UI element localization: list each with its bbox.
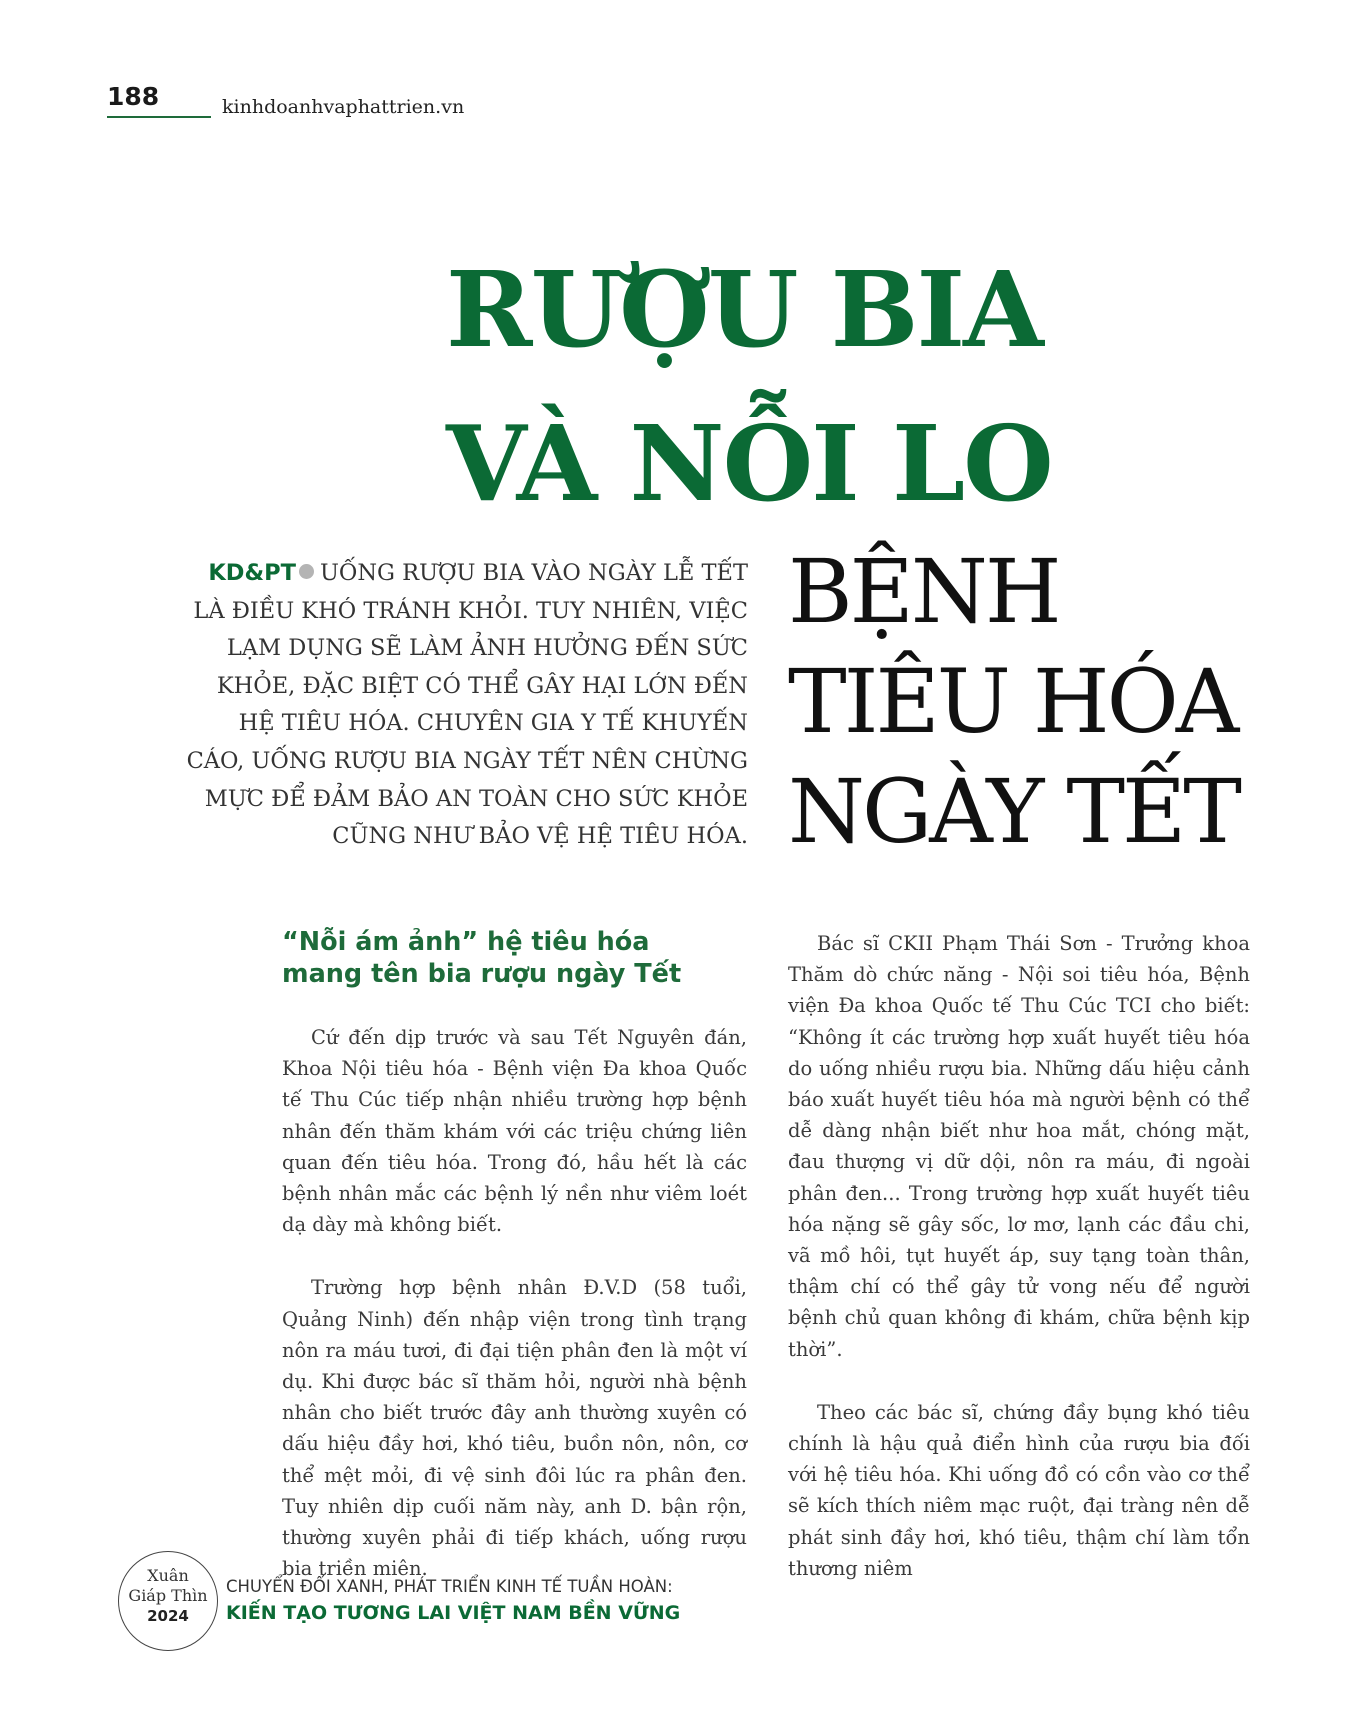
badge-line-1: Xuân — [147, 1566, 189, 1585]
body-paragraph-2: Trường hợp bệnh nhân Đ.V.D (58 tuổi, Quảng Ninh) đến nhập viện trong tình trạng nôn ra máu tươi, đi đại tiện phân đen là một ví dụ. Khi được bác sĩ thăm hỏi, người nhà bệnh nhân cho biết trước đây anh thường xuyên có dấu hiệu đầy hơi, khó tiêu, buồn nôn, nôn, cơ thể mệt mỏi, đi vệ sinh đôi lúc ra phân đen. Tuy nhiên dịp cuối năm này, anh D. bận rộn, thường xuyên phải đi tiếp khách, uống rượu bia triền miên. — [282, 1276, 747, 1581]
website-name: kinhdoanhvaphattrien.vn — [222, 96, 465, 118]
section-heading-line-2: mang tên bia rượu ngày Tết — [282, 959, 682, 989]
body-column-left — [282, 1022, 747, 1584]
title-line-3: BỆNH — [788, 540, 1059, 643]
header-rule — [107, 116, 211, 118]
body-paragraph-4: Theo các bác sĩ, chứng đầy bụng khó tiêu chính là hậu quả điển hình của rượu bia đối với hệ tiêu hóa. Khi uống đồ có cồn vào cơ thể sẽ kích thích niêm mạc ruột, đại tràng nên dễ phát sinh đầy hơi, khó tiêu, thậm chí làm tổn thương niêm — [788, 1400, 1250, 1580]
footer-tagline: CHUYỂN ĐỔI XANH, PHÁT TRIỂN KINH TẾ TUẦN HOÀN: — [226, 1577, 673, 1596]
lead-paragraph — [178, 555, 748, 856]
body-paragraph-3: Bác sĩ CKII Phạm Thái Sơn - Trưởng khoa Thăm dò chức năng - Nội soi tiêu hóa, Bệnh viện Đa khoa Quốc tế Thu Cúc TCI cho biết: “Không ít các trường hợp xuất huyết tiêu hóa do uống nhiều rượu bia. Những dấu hiệu cảnh báo xuất huyết tiêu hóa mà người bệnh có thể dễ dàng nhận biết như hoa mắt, chóng mặt, đau thượng vị dữ dội, nôn ra máu, đi ngoài phân đen... Trong trường hợp xuất huyết tiêu hóa nặng sẽ gây sốc, lơ mơ, lạnh các đầu chi, vã mồ hôi, tụt huyết áp, suy tạng toàn thân, thậm chí có thể gây tử vong nếu để người bệnh chủ quan không đi khám, chữa bệnh kịp thời”. — [788, 932, 1250, 1361]
lead-text: UỐNG RƯỢU BIA VÀO NGÀY LỄ TẾT LÀ ĐIỀU KHÓ TRÁNH KHỎI. TUY NHIÊN, VIỆC LẠM DỤNG SẼ LÀM ẢNH HƯỞNG ĐẾN SỨC KHỎE, ĐẶC BIỆT CÓ THỂ GÂY HẠI LỚN ĐẾN HỆ TIÊU HÓA. CHUYÊN GIA Y TẾ KHUYẾN CÁO, UỐNG RƯỢU BIA NGÀY TẾT NÊN CHỪNG MỰC ĐỂ ĐẢM BẢO AN TOÀN CHO SỨC KHỎE CŨNG NHƯ BẢO VỆ HỆ TIÊU HÓA. — [186, 560, 748, 850]
issue-badge — [118, 1551, 218, 1651]
title-line-4: TIÊU HÓA — [788, 650, 1237, 753]
body-paragraph-1: Cứ đến dịp trước và sau Tết Nguyên đán, Khoa Nội tiêu hóa - Bệnh viện Đa khoa Quốc tế Thu Cúc tiếp nhận nhiều trường hợp bệnh nhân đến thăm khám với các triệu chứng liên quan đến tiêu hóa. Trong đó, hầu hết là các bệnh nhân mắc các bệnh lý nền như viêm loét dạ dày mà không biết. — [282, 1026, 747, 1237]
lead-tag: KD&PT — [208, 560, 296, 586]
section-heading — [282, 926, 702, 990]
badge-year: 2024 — [147, 1607, 189, 1625]
section-heading-line-1: “Nỗi ám ảnh” hệ tiêu hóa — [282, 927, 650, 957]
title-line-1: RƯỢU BIA — [446, 248, 1042, 371]
bullet-dot-icon — [299, 564, 314, 579]
page-number: 188 — [107, 82, 160, 111]
title-line-5: NGÀY TẾT — [788, 760, 1239, 863]
footer-slogan: KIẾN TẠO TƯƠNG LAI VIỆT NAM BỀN VỮNG — [226, 1602, 681, 1624]
body-column-right — [788, 928, 1250, 1584]
badge-line-2: Giáp Thìn — [128, 1586, 208, 1605]
title-line-2: VÀ NỖI LO — [446, 402, 1052, 525]
